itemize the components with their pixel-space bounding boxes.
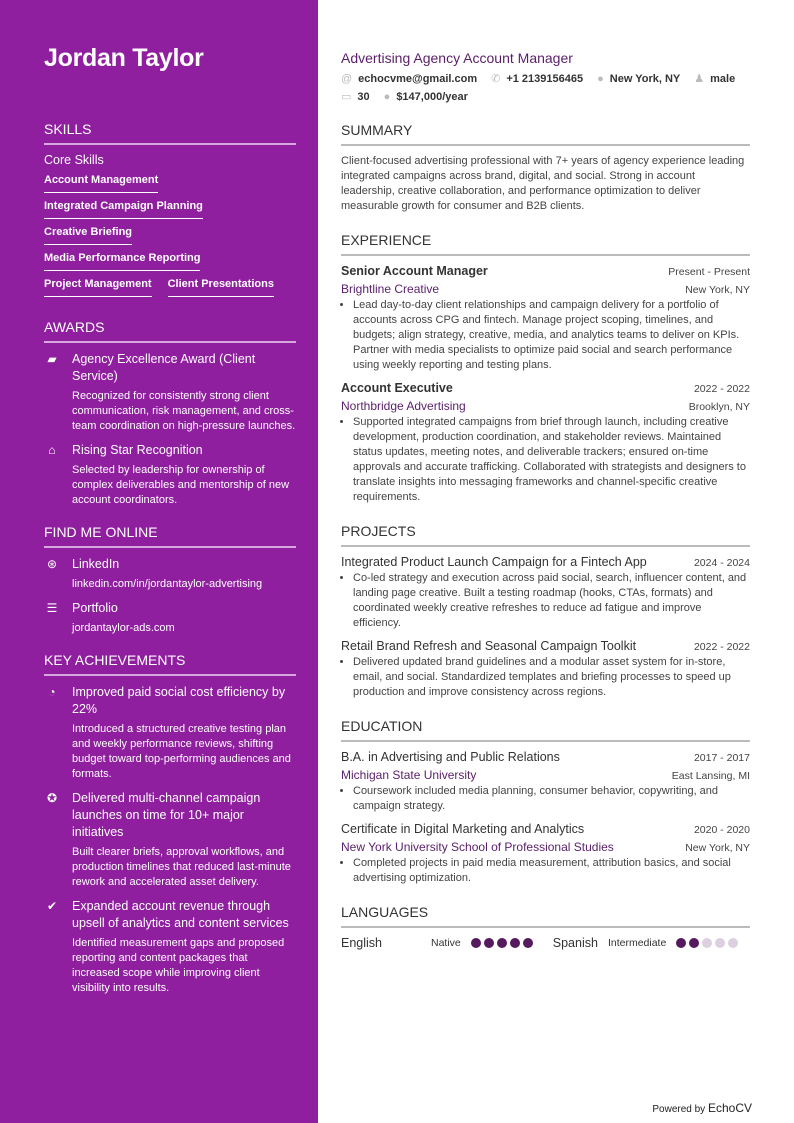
language-name: English	[341, 936, 382, 950]
entry-header	[341, 555, 750, 569]
entry-title: Account Executive	[341, 381, 453, 395]
entry-date: 2020 - 2020	[693, 824, 750, 836]
pie-chart-icon: ◔	[48, 685, 56, 699]
item-title: Portfolio	[72, 601, 118, 615]
item-description: Introduced a structured creative testing plan and weekly performance reviews, shifting budget toward top-performing audiences and formats.	[72, 723, 291, 780]
entry-location: New York, NY	[685, 842, 750, 854]
email[interactable]: echocvme@gmail.com	[358, 73, 478, 85]
achievements-section	[44, 652, 296, 996]
section-heading: EDUCATION	[341, 718, 750, 742]
entry-header	[341, 381, 750, 395]
list-icon: ☰	[46, 601, 58, 615]
check-circle-icon: ✔	[46, 899, 58, 913]
bullet-list	[341, 298, 750, 373]
medal-icon: ✪	[46, 791, 58, 805]
entry-title: Senior Account Manager	[341, 264, 488, 278]
item-title: Expanded account revenue through upsell of analytics and content services	[72, 899, 289, 930]
skill-tag: Media Performance Reporting	[44, 249, 200, 271]
calendar-icon: ▭	[341, 91, 352, 103]
language-level: Native	[431, 937, 461, 949]
awards-list	[44, 351, 296, 508]
rating-dot	[523, 938, 533, 948]
gender: male	[710, 73, 736, 85]
bullet-list	[341, 784, 750, 814]
item-title: Delivered multi-channel campaign launches on time for 10+ major initiatives	[72, 791, 261, 839]
salary: $147,000/year	[396, 91, 468, 103]
age: 30	[357, 91, 370, 103]
languages-section	[341, 904, 750, 950]
item-description[interactable]: linkedin.com/in/jordantaylor-advertising	[72, 578, 263, 590]
section-heading: SKILLS	[44, 121, 296, 145]
footer-prefix: Powered by	[652, 1104, 706, 1115]
candidate-name: Jordan Taylor	[44, 44, 204, 72]
entry-title: B.A. in Advertising and Public Relations	[341, 750, 560, 764]
summary-section	[341, 122, 750, 214]
email-icon: @	[341, 73, 353, 85]
item-body	[72, 684, 296, 782]
entry-title: Retail Brand Refresh and Seasonal Campaign Toolkit	[341, 639, 637, 653]
bullet: • Lead day-to-day client relationships and campaign delivery for a portfolio of accounts across CPG and fintech. Manage project scoping, timelines, and budgets; align strategy, creative, media, and analytics teams to deliver on KPIs. Partner with media specialists to optimize paid social and search performance using weekly reporting and testing plans.	[353, 298, 750, 373]
entry-location: Brooklyn, NY	[688, 401, 750, 413]
language-rating	[471, 938, 533, 948]
skill-tag: Client Presentations	[168, 275, 274, 297]
rating-dot	[471, 938, 481, 948]
item-description[interactable]: jordantaylor-ads.com	[72, 622, 175, 634]
section-heading: KEY ACHIEVEMENTS	[44, 652, 296, 676]
list-item	[44, 684, 296, 782]
awards-section	[44, 319, 296, 508]
item-title: Improved paid social cost efficiency by 22%	[72, 685, 286, 716]
section-heading: SUMMARY	[341, 122, 750, 146]
list-item	[44, 442, 296, 508]
language-name: Spanish	[552, 936, 598, 950]
job-title: Advertising Agency Account Manager	[341, 50, 573, 66]
achievements-list	[44, 684, 296, 996]
item-body	[72, 556, 262, 592]
bullet: • Supported integrated campaigns from brief through launch, including creative development, production coordination, and stakeholder reviews. Maintained status updates, meeting notes, and deliverable trackers; ensured on-time approvals and accurate trafficking. Collaborated with strategists and designers to translate insights into messaging frameworks and channel-specific creative requirements.	[353, 415, 750, 505]
entry-date: 2017 - 2017	[693, 752, 750, 764]
chat-icon: ▰	[47, 352, 57, 366]
entry-location: New York, NY	[685, 284, 750, 296]
bank-icon: ⌂	[48, 443, 56, 457]
item-body	[72, 790, 296, 890]
skill-tag: Account Management	[44, 171, 158, 193]
online-list	[44, 556, 296, 636]
skills-subheading: Core Skills	[44, 153, 104, 167]
skill-tag: Creative Briefing	[44, 223, 132, 245]
skills-section	[44, 121, 296, 301]
item-body	[72, 898, 296, 996]
entry-title: Certificate in Digital Marketing and Analytics	[341, 822, 585, 836]
sidebar	[0, 0, 318, 1123]
section-heading: FIND ME ONLINE	[44, 524, 296, 548]
rating-dot	[689, 938, 699, 948]
bullet: • Co-led strategy and execution across paid social, search, influencer content, and landing page creative. Built a testing roadmap (hooks, CTAs, formats) and coordinated weekly creative refreshes to reduce ad fatigue and improve efficiency.	[353, 571, 750, 631]
item-body	[72, 600, 175, 636]
bullet-list	[341, 655, 750, 700]
skill-tag: Project Management	[44, 275, 152, 297]
entry-title: Integrated Product Launch Campaign for a Fintech App	[341, 555, 647, 569]
rating-dot	[676, 938, 686, 948]
section-heading: PROJECTS	[341, 523, 750, 547]
phone-icon: ✆	[491, 73, 501, 85]
organization: Northbridge Advertising	[341, 399, 466, 413]
list-item	[44, 556, 296, 592]
item-description: Identified measurement gaps and proposed reporting and content packages that increased scope while improving client visibility into results.	[72, 937, 285, 994]
rating-dot	[702, 938, 712, 948]
entry-date: Present - Present	[668, 266, 750, 278]
item-title: Rising Star Recognition	[72, 443, 203, 457]
salary-icon: ●	[383, 91, 391, 103]
footer	[652, 1101, 752, 1115]
projects-section	[341, 523, 750, 700]
footer-brand[interactable]: EchoCV	[707, 1101, 752, 1115]
entry-header	[341, 822, 750, 836]
bullet-list	[341, 571, 750, 631]
entry-org-row	[341, 399, 750, 413]
experience-section	[341, 232, 750, 505]
bullet: • Completed projects in paid media measurement, attribution basics, and social advertising optimization.	[353, 856, 750, 886]
rating-dot	[484, 938, 494, 948]
organization: Michigan State University	[341, 768, 477, 782]
section-heading: EXPERIENCE	[341, 232, 750, 256]
contact-info	[341, 72, 750, 104]
organization: New York University School of Professional Studies	[341, 840, 614, 854]
entry-org-row	[341, 840, 750, 854]
item-description: Recognized for consistently strong client communication, risk management, and cross-team coordination on high-pressure launches.	[72, 390, 296, 432]
entry-org-row	[341, 282, 750, 296]
linkedin-icon: ⊛	[46, 557, 58, 571]
bullet: • Coursework included media planning, consumer behavior, copywriting, and campaign strategy.	[353, 784, 750, 814]
rating-dot	[728, 938, 738, 948]
entry-header	[341, 750, 750, 764]
summary-text: Client-focused advertising professional with 7+ years of agency experience leading integrated campaigns across brand, digital, and social. Strong in account leadership, creative collaboration, and performance optimization to deliver measurable growth for consumer and B2B clients.	[341, 155, 745, 212]
entry-header	[341, 264, 750, 278]
language-level: Intermediate	[607, 937, 667, 949]
item-body	[72, 351, 296, 434]
list-item	[44, 351, 296, 434]
skill-tag: Integrated Campaign Planning	[44, 197, 203, 219]
list-item	[44, 790, 296, 890]
entry-org-row	[341, 768, 750, 782]
entry-date: 2022 - 2022	[693, 383, 750, 395]
phone: +1 2139156465	[506, 73, 584, 85]
item-body	[72, 442, 296, 508]
section-heading: LANGUAGES	[341, 904, 750, 928]
online-section	[44, 524, 296, 636]
person-icon: ♟	[694, 73, 705, 85]
rating-dot	[497, 938, 507, 948]
item-description: Selected by leadership for ownership of complex deliverables and mentorship of new account coordinators.	[72, 464, 290, 506]
language-rating	[676, 938, 738, 948]
section-heading: AWARDS	[44, 319, 296, 343]
item-description: Built clearer briefs, approval workflows, and production timelines that reduced last-minute rework and accelerated asset delivery.	[72, 846, 291, 888]
list-item	[44, 898, 296, 996]
entry-date: 2024 - 2024	[693, 557, 750, 569]
list-item	[44, 600, 296, 636]
organization: Brightline Creative	[341, 282, 440, 296]
bullet-list	[341, 856, 750, 886]
entry-date: 2022 - 2022	[693, 641, 750, 653]
bullet-list	[341, 415, 750, 505]
bullet: • Delivered updated brand guidelines and a modular asset system for in-store, email, and social. Standardized templates and briefing processes to speed up production and improve consistency across regions.	[353, 655, 750, 700]
rating-dot	[510, 938, 520, 948]
rating-dot	[715, 938, 725, 948]
location-icon: ●	[597, 73, 604, 85]
education-section	[341, 718, 750, 886]
location: New York, NY	[609, 73, 681, 85]
entry-location: East Lansing, MI	[671, 770, 750, 782]
skills-list	[44, 171, 296, 301]
main-content	[341, 50, 750, 968]
entry-header	[341, 639, 750, 653]
item-title: LinkedIn	[72, 557, 120, 571]
item-title: Agency Excellence Award (Client Service)	[72, 352, 256, 383]
